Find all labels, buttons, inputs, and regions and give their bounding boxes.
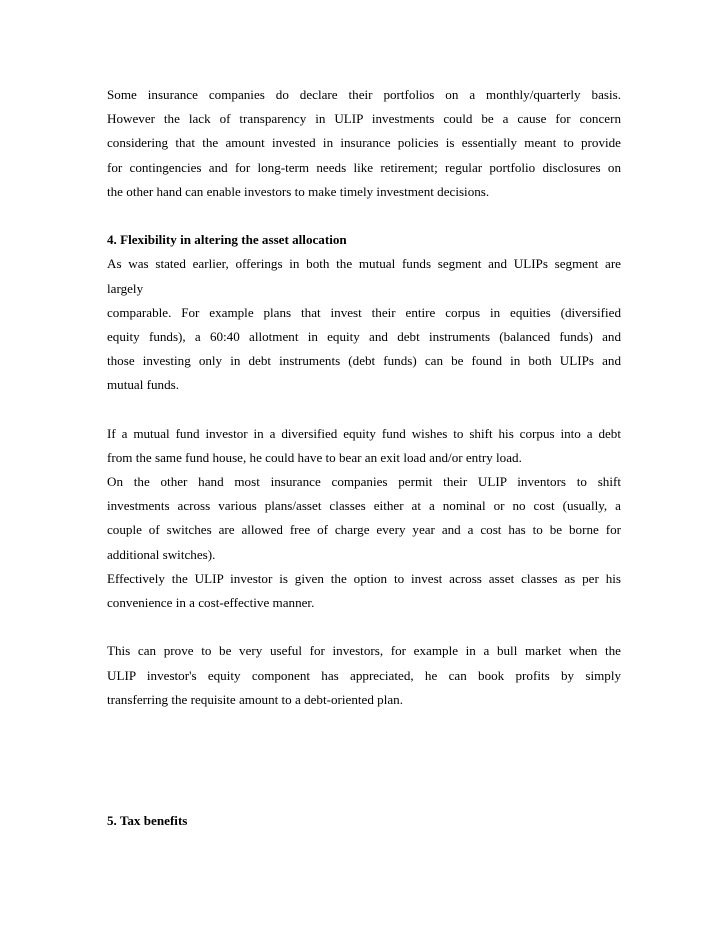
blank-line (107, 397, 621, 421)
text-line: ULIP investor's equity component has appreciated, he can book profits by simply (107, 667, 621, 683)
section-heading-tax-benefits: 5. Tax benefits (107, 812, 188, 828)
text-line: Effectively the ULIP investor is given the option to invest across asset classes as per his (107, 570, 621, 586)
text-line: considering that the amount invested in insurance policies is essentially meant to provide (107, 135, 621, 151)
blank-space (107, 712, 621, 809)
text-line: convenience in a cost-effective manner. (107, 594, 315, 610)
text-line: If a mutual fund investor in a diversified equity fund wishes to shift his corpus into a debt (107, 425, 621, 441)
text-line: equity funds), a 60:40 allotment in equity and debt instruments (balanced funds) and (107, 328, 621, 344)
paragraph-offerings-comparable (107, 252, 621, 397)
document-page (107, 83, 621, 833)
blank-line (107, 204, 621, 228)
text-line: comparable. For example plans that invest their entire corpus in equities (diversified (107, 304, 621, 320)
paragraph-portfolio-disclosure (107, 83, 621, 204)
text-line: couple of switches are allowed free of charge every year and a cost has to be borne for (107, 522, 621, 538)
text-line: investments across various plans/asset classes either at a nominal or no cost (usually, a (107, 498, 621, 514)
text-line: those investing only in debt instruments (debt funds) can be found in both ULIPs and (107, 353, 621, 369)
blank-line (107, 615, 621, 639)
text-line: largely (107, 280, 144, 296)
paragraph-bull-market (107, 639, 621, 712)
text-line: from the same fund house, he could have to bear an exit load and/or entry load. (107, 449, 522, 465)
text-line: On the other hand most insurance companies permit their ULIP inventors to shift (107, 474, 621, 489)
text-line: transferring the requisite amount to a debt-oriented plan. (107, 691, 403, 707)
text-line: mutual funds. (107, 377, 180, 393)
text-line: for contingencies and for long-term needs like retirement; regular portfolio disclosures on (107, 159, 621, 175)
text-line: Some insurance companies do declare their portfolios on a monthly/quarterly basis. (107, 87, 621, 102)
text-line: As was stated earlier, offerings in both the mutual funds segment and ULIPs segment are (107, 256, 621, 272)
paragraph-switching (107, 422, 621, 616)
text-line: However the lack of transparency in ULIP investments could be a cause for concern (107, 111, 621, 127)
text-line: additional switches). (107, 546, 216, 562)
text-line: This can prove to be very useful for investors, for example in a bull market when the (107, 643, 621, 659)
section-heading-flexibility: 4. Flexibility in altering the asset allocation (107, 232, 347, 248)
text-line: the other hand can enable investors to make timely investment decisions. (107, 183, 490, 199)
